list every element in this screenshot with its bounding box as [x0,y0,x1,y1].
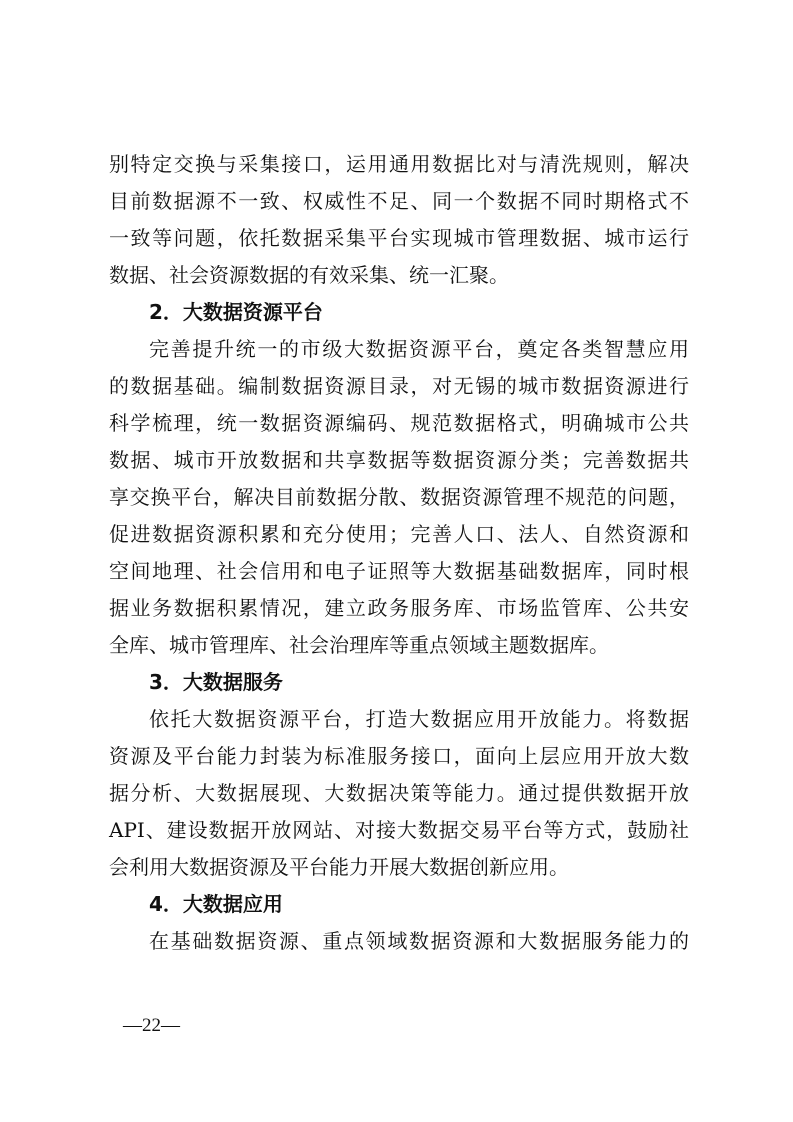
para1-line-2: 目前数据源不一致、权威性不足、同一个数据不同时期格式不 [109,189,689,213]
section2-line-6: 促进数据资源积累和充分使用；完善人口、法人、自然资源和 [109,522,689,546]
section2-heading: 2．大数据资源平台 [149,300,323,324]
section2-line-5: 享交换平台，解决目前数据分散、数据资源管理不规范的问题， [109,485,689,509]
section4-heading: 4．大数据应用 [149,892,283,916]
page-number: —22— [123,1015,180,1036]
section3-line-1: 依托大数据资源平台，打造大数据应用开放能力。将数据 [149,707,689,731]
section2-line-1: 完善提升统一的市级大数据资源平台，奠定各类智慧应用 [149,337,689,361]
section2-line-3: 科学梳理，统一数据资源编码、规范数据格式，明确城市公共 [109,411,689,435]
para1-line-3: 一致等问题，依托数据采集平台实现城市管理数据、城市运行 [109,226,689,250]
section2-line-9: 全库、城市管理库、社会治理库等重点领域主题数据库。 [109,633,609,657]
section2-line-2: 的数据基础。编制数据资源目录，对无锡的城市数据资源进行 [109,374,689,398]
section3-line-2: 资源及平台能力封装为标准服务接口，面向上层应用开放大数 [109,744,689,768]
section3-line-5: 会利用大数据资源及平台能力开展大数据创新应用。 [109,855,569,879]
section2-line-8: 据业务数据积累情况，建立政务服务库、市场监管库、公共安 [109,596,689,620]
section3-line-3: 据分析、大数据展现、大数据决策等能力。通过提供数据开放 [109,781,689,805]
para1-line-1: 别特定交换与采集接口，运用通用数据比对与清洗规则，解决 [109,152,689,176]
section4-line-1: 在基础数据资源、重点领域数据资源和大数据服务能力的 [149,929,689,953]
section2-line-4: 数据、城市开放数据和共享数据等数据资源分类；完善数据共 [109,448,689,472]
section3-heading: 3．大数据服务 [149,670,283,694]
section3-line-4: API、建设数据开放网站、对接大数据交易平台等方式，鼓励社 [109,818,689,842]
para1-line-4: 数据、社会资源数据的有效采集、统一汇聚。 [109,263,509,287]
section2-line-7: 空间地理、社会信用和电子证照等大数据基础数据库，同时根 [109,559,689,583]
